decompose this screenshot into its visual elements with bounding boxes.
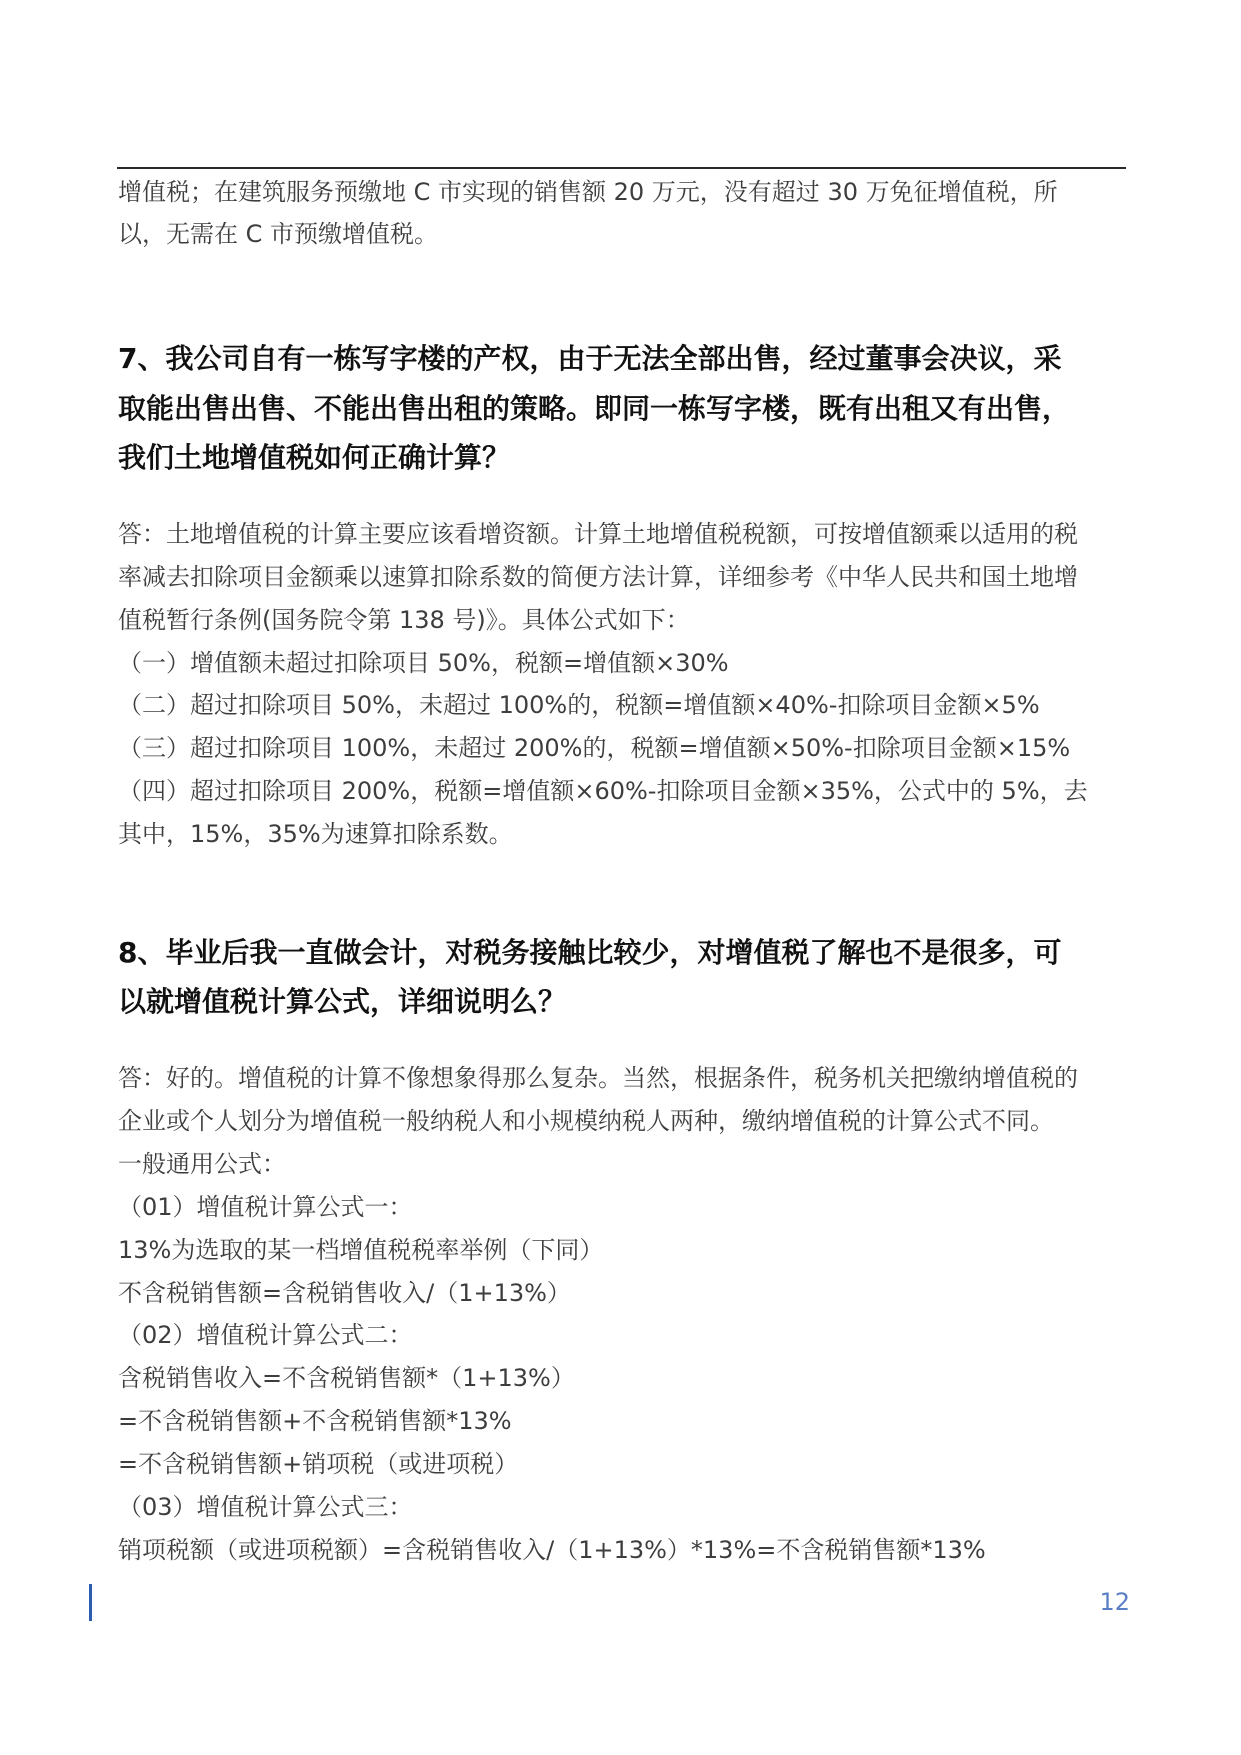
question-8-heading: 8、毕业后我一直做会计，对税务接触比较少，对增值税了解也不是很多，可 <box>118 936 1062 969</box>
answer-8-line: =不含税销售额+不含税销售额*13% <box>118 1407 512 1435</box>
page-number: 12 <box>1099 1588 1130 1616</box>
answer-8-line: 答：好的。增值税的计算不像想象得那么复杂。当然，根据条件，税务机关把缴纳增值税的 <box>118 1064 1078 1092</box>
answer-8-line: =不含税销售额+销项税（或进项税） <box>118 1450 519 1478</box>
answer-8-line: （01）增值税计算公式一： <box>118 1193 413 1221</box>
header-rule <box>117 167 1126 169</box>
answer-8-line: 销项税额（或进项税额）=含税销售收入/（1+13%）*13%=不含税销售额*13% <box>118 1536 986 1564</box>
answer-7-line: （一）增值额未超过扣除项目 50%，税额=增值额×30% <box>118 649 729 677</box>
question-8-heading: 以就增值税计算公式，详细说明么？ <box>118 985 567 1018</box>
answer-7-line: （三）超过扣除项目 100%，未超过 200%的，税额=增值额×50%-扣除项目金额×15% <box>118 734 1071 762</box>
answer-7-line: 值税暂行条例(国务院令第 138 号)》。具体公式如下： <box>118 606 690 634</box>
answer-8-line: 含税销售收入=不含税销售额*（1+13%） <box>118 1364 575 1392</box>
answer-8-line: 不含税销售额=含税销售收入/（1+13%） <box>118 1279 571 1307</box>
answer-7-line: 率减去扣除项目金额乘以速算扣除系数的简便方法计算，详细参考《中华人民共和国土地增 <box>118 563 1078 591</box>
footer-accent-bar <box>89 1584 92 1621</box>
answer-7-line: （四）超过扣除项目 200%，税额=增值额×60%-扣除项目金额×35%，公式中的 5%，去 <box>118 777 1088 805</box>
answer-7-line: 答：土地增值税的计算主要应该看增资额。计算土地增值税税额，可按增值额乘以适用的税 <box>118 520 1078 548</box>
question-7-heading: 取能出售出售、不能出售出租的策略。即同一栋写字楼，既有出租又有出售， <box>118 392 1071 425</box>
answer-8-line: （02）增值税计算公式二： <box>118 1321 413 1349</box>
intro-line: 以，无需在 C 市预缴增值税。 <box>118 220 439 248</box>
answer-8-line: 13%为选取的某一档增值税税率举例（下同） <box>118 1236 604 1264</box>
answer-8-line: 一般通用公式： <box>118 1150 286 1178</box>
question-7-heading: 7、我公司自有一栋写字楼的产权，由于无法全部出售，经过董事会决议，采 <box>118 342 1062 375</box>
answer-7-line: （二）超过扣除项目 50%，未超过 100%的，税额=增值额×40%-扣除项目金额×5% <box>118 691 1040 719</box>
question-7-heading: 我们土地增值税如何正确计算？ <box>118 441 511 474</box>
answer-7-line: 其中，15%，35%为速算扣除系数。 <box>118 820 513 848</box>
intro-line: 增值税；在建筑服务预缴地 C 市实现的销售额 20 万元，没有超过 30 万免征增值税，所 <box>118 178 1058 206</box>
answer-8-line: 企业或个人划分为增值税一般纳税人和小规模纳税人两种，缴纳增值税的计算公式不同。 <box>118 1107 1054 1135</box>
answer-8-line: （03）增值税计算公式三： <box>118 1493 413 1521</box>
